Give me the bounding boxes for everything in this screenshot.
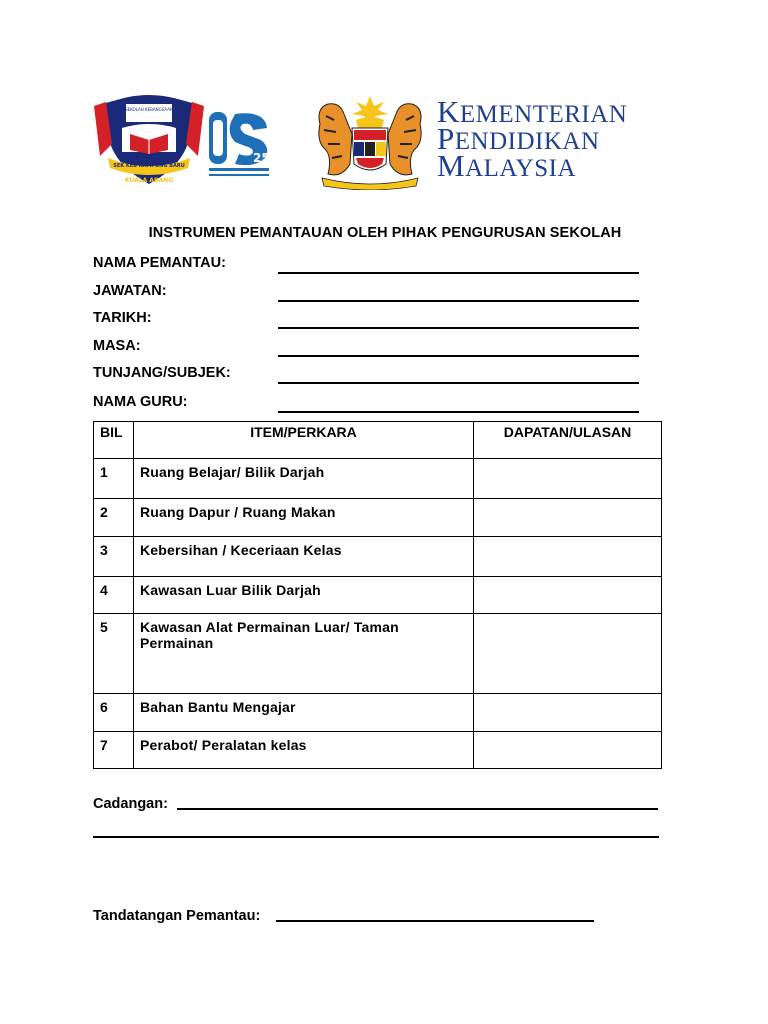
row-bil: 6 (94, 694, 134, 732)
field-input-line[interactable] (278, 327, 639, 329)
svg-text:25: 25 (253, 151, 270, 165)
row-bil: 7 (94, 732, 134, 769)
table-row (94, 499, 662, 537)
table-row (94, 577, 662, 614)
svg-text:SEK KEB KAMPUNG BARU: SEK KEB KAMPUNG BARU (113, 163, 185, 169)
header-item: ITEM/PERKARA (134, 422, 474, 459)
malaysia-coat-of-arms (312, 94, 428, 190)
row-ulasan-cell[interactable] (474, 614, 662, 694)
cadangan-input-line-2[interactable] (93, 836, 659, 838)
row-item: Ruang Dapur / Ruang Makan (134, 499, 474, 537)
row-item: Bahan Bantu Mengajar (134, 694, 474, 732)
kpm-line-2: PENDIDIKAN (437, 121, 600, 156)
header-ulasan: DAPATAN/ULASAN (474, 422, 662, 459)
row-item: Kawasan Alat Permainan Luar/ Taman Permainan (134, 614, 474, 694)
signature-label: Tandatangan Pemantau: (93, 908, 261, 924)
field-label: MASA: (93, 338, 141, 354)
field-masa[interactable] (93, 338, 653, 360)
row-ulasan-cell[interactable] (474, 694, 662, 732)
row-bil: 5 (94, 614, 134, 694)
kpm-line-3: MALAYSIA (437, 148, 576, 183)
table-row (94, 732, 662, 769)
row-item: Kebersihan / Keceriaan Kelas (134, 537, 474, 577)
row-item: Kawasan Luar Bilik Darjah (134, 577, 474, 614)
svg-text:SEKOLAH KEBANGSAAN: SEKOLAH KEBANGSAAN (125, 107, 173, 112)
row-ulasan-cell[interactable] (474, 459, 662, 499)
field-label: NAMA GURU: (93, 394, 188, 410)
table-row (94, 614, 662, 694)
cadangan-input-line[interactable] (177, 808, 658, 810)
field-input-line[interactable] (278, 411, 639, 413)
row-item: Perabot/ Peralatan kelas (134, 732, 474, 769)
row-item: Ruang Belajar/ Bilik Darjah (134, 459, 474, 499)
row-bil: 4 (94, 577, 134, 614)
row-bil: 3 (94, 537, 134, 577)
header-bil: BIL (94, 422, 134, 459)
field-label: JAWATAN: (93, 283, 167, 299)
field-label: TARIKH: (93, 310, 152, 326)
field-label: NAMA PEMANTAU: (93, 255, 226, 271)
field-input-line[interactable] (278, 355, 639, 357)
field-jawatan[interactable] (93, 283, 653, 305)
row-ulasan-cell[interactable] (474, 537, 662, 577)
row-ulasan-cell[interactable] (474, 577, 662, 614)
form-title: INSTRUMEN PEMANTAUAN OLEH PIHAK PENGURUSAN SEKOLAH (148, 225, 622, 241)
ts25-logo (205, 108, 273, 180)
row-bil: 1 (94, 459, 134, 499)
cadangan-label: Cadangan: (93, 796, 168, 812)
school-logo (94, 94, 204, 188)
table-row (94, 694, 662, 732)
table-row (94, 537, 662, 577)
field-label: TUNJANG/SUBJEK: (93, 365, 231, 381)
field-input-line[interactable] (278, 300, 639, 302)
field-nama-guru[interactable] (93, 394, 653, 416)
field-input-line[interactable] (278, 272, 639, 274)
kpm-line-1: KEMENTERIAN (437, 94, 628, 129)
field-nama-pemantau[interactable] (93, 255, 653, 277)
signature-input-line[interactable] (276, 920, 594, 922)
row-ulasan-cell[interactable] (474, 499, 662, 537)
field-input-line[interactable] (278, 382, 639, 384)
svg-text:KUALA ABANG: KUALA ABANG (124, 177, 174, 184)
table-row (94, 459, 662, 499)
table-header-row (94, 422, 662, 459)
kpm-wordmark (437, 94, 667, 183)
field-tarikh[interactable] (93, 310, 653, 332)
monitoring-table (93, 421, 662, 769)
row-bil: 2 (94, 499, 134, 537)
field-tunjang-subjek[interactable] (93, 365, 653, 387)
row-ulasan-cell[interactable] (474, 732, 662, 769)
